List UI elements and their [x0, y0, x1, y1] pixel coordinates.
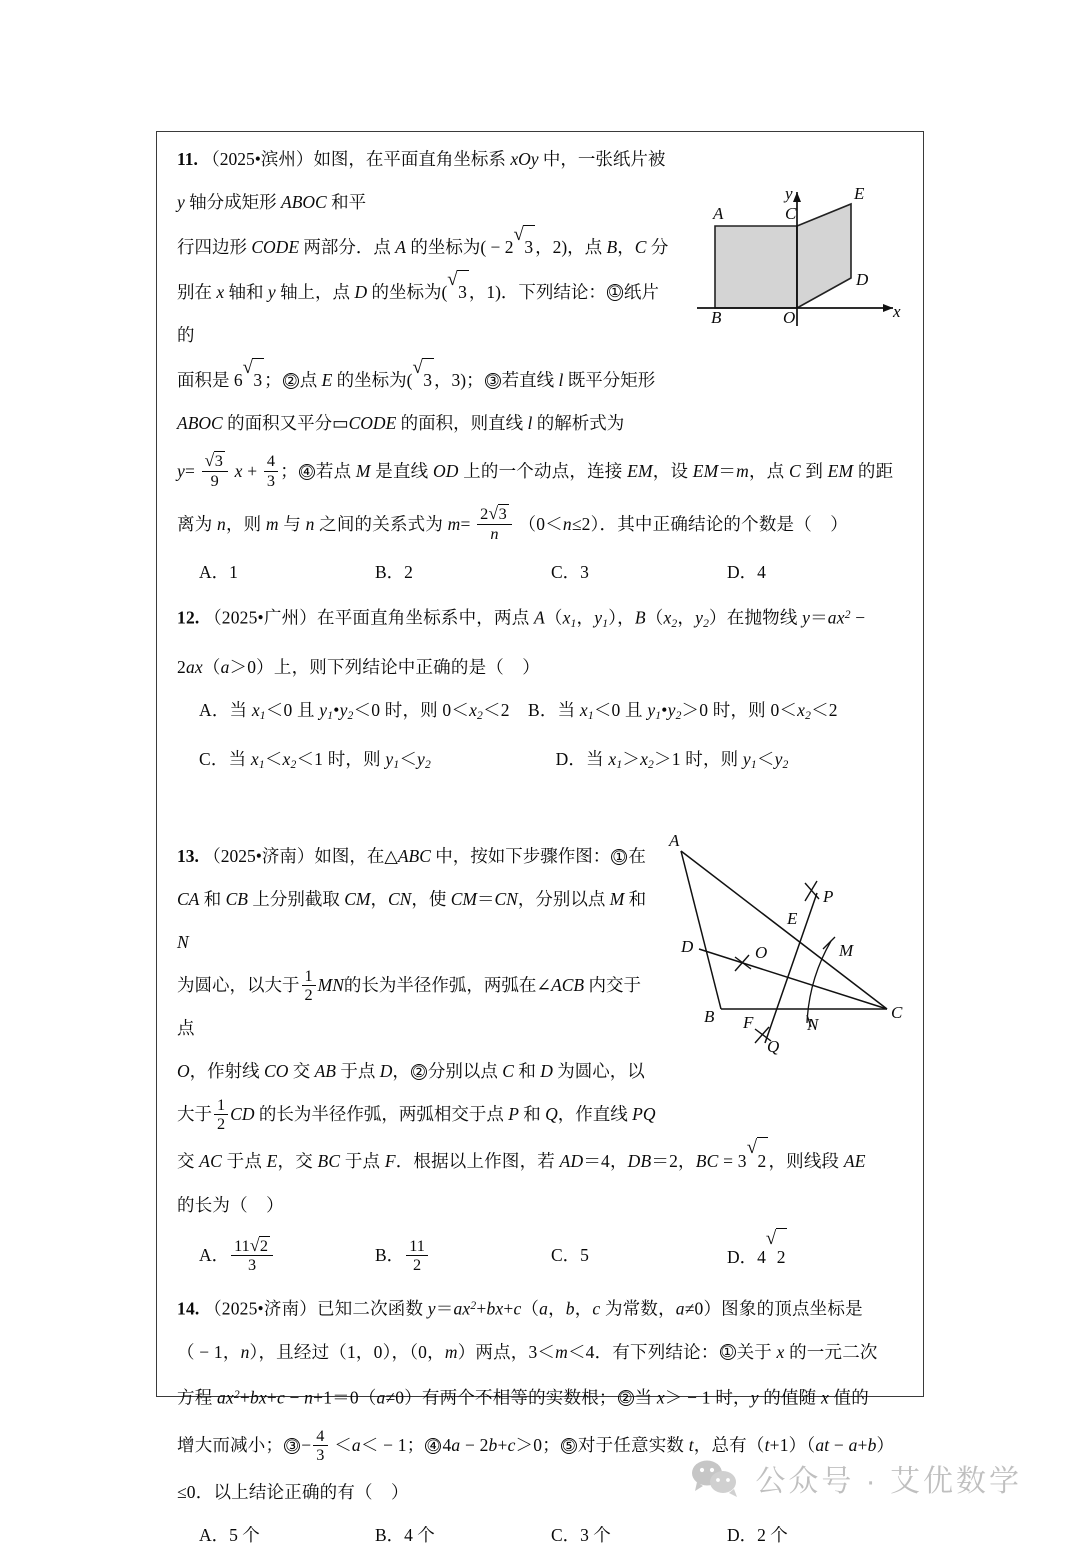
question-13 [177, 831, 905, 1285]
question-11-number: 11. [177, 149, 198, 169]
question-14-line-2: （ − 1，n），且经过（1，0），（0，m）两点，3＜m＜4．有下列结论： ① 关于 x 的一元二次 [177, 1341, 878, 1362]
figure-11-label-O: O [783, 308, 796, 327]
option-11-A[interactable]: A．1 [199, 562, 238, 583]
option-12-A[interactable]: A．当 $x_1<0$ 且 $y_1•y_2<0$ 时，则 $0<x_2<2$ [199, 699, 510, 723]
spacer [177, 787, 905, 835]
option-14-C[interactable]: C．3 个 [551, 1525, 611, 1546]
question-11 [177, 138, 905, 594]
option-13-B[interactable]: B． $\frac{11}{2}$ [375, 1227, 551, 1285]
figure-13-label-E: E [787, 909, 798, 929]
question-12-options-row-1 [177, 689, 905, 738]
figure-11-label-D: D [856, 270, 869, 289]
figure-13-label-A: A [669, 831, 680, 851]
question-11-line-7: 离为 n，则 m 与 n 之间的关系式为 m= 2 √ 3 n （0＜n≤2）．其中正确结论的个数是（ ） [177, 503, 848, 543]
option-12-B[interactable]: B．当 $x_1<0$ 且 $y_1•y_2>0$ 时，则 $0<x_2<2$ [528, 699, 838, 723]
question-13-source: （2025•济南） [203, 846, 315, 867]
question-14 [177, 1285, 905, 1557]
figure-13-label-Q: Q [767, 1037, 780, 1057]
wechat-icon [689, 1457, 741, 1499]
footer-watermark [0, 1443, 1080, 1513]
figure-11-label-x: x [893, 302, 901, 321]
question-14-line-1: 14. （2025•济南）已知二次函数 $y=ax^2+bx+c(a$，b，c 为常数，a≠0）图象的顶点坐标是 [177, 1298, 863, 1319]
figure-11-label-E: E [854, 184, 865, 203]
option-14-B[interactable]: B．4 个 [375, 1525, 435, 1546]
question-13-number: 13. [177, 846, 199, 867]
question-11-options [177, 551, 905, 594]
figure-13-label-C: C [891, 1003, 903, 1023]
option-11-B[interactable]: B．2 [375, 562, 413, 583]
option-13-C[interactable]: C．5 [551, 1245, 589, 1266]
question-14-line-3: 方程 $ax^2+bx+c - n+1=0(a\ne 0)$有两个不相等的实数根； ② 当 x＞ − 1 时，y 的值随 x 值的 [177, 1387, 869, 1408]
question-13-line-6: 交 AC 于点 E，交 BC 于点 F．根据以上作图，若 AD＝4，DB＝2，BC = 3 √ 2 ，则线段 AE [177, 1136, 905, 1184]
option-11-C[interactable]: C．3 [551, 562, 589, 583]
question-13-line-7: 的长为（ ） [177, 1195, 284, 1216]
figure-11-label-C: C [785, 204, 797, 223]
option-13-A[interactable]: A． 11 √ 2 3 [199, 1227, 375, 1285]
option-13-D[interactable]: D．4 √ 2 [727, 1227, 903, 1285]
coordinate-paper-figure [693, 178, 913, 330]
question-14-line-4: 增大而减小； ③ − $\frac{4}{3}$ ＜a＜ − 1； ④ 4a − 2b+c＞0； ⑤ 对于任意实数 t，总有（t+1）（at − a+b） [177, 1426, 895, 1464]
figure-13-label-F: F [743, 1013, 754, 1033]
figure-13-label-D: D [681, 937, 694, 957]
option-12-C[interactable]: C．当 $x_1<x_2<1$ 时，则 $y_1<y_2$ [199, 749, 431, 772]
question-12-line-2: 2ax（a＞0）上，则下列结论中正确的是（ ） [177, 656, 540, 677]
question-13-options [177, 1227, 905, 1285]
question-13-text: 13. （2025•济南）如图，在△ABC 中，按如下步骤作图： ① 在 CA 和 CB 上分别截取 CM，CN，使 CM＝CN，分别以点 M 和 N 为圆心，以大于 $\frac{1}{2}$ MN的长为半径作弧，两弧在∠ACB 内交于点 O，作射线 CO 交 AB 于点 D， ② 分别以点 C 和 D 为圆心，以 大于 $\frac{1}{2}$ CD 的长为半径作弧，两弧相交于点 P 和 Q，作直线 PQ [177, 846, 656, 1133]
question-11-text: 11. （2025•滨州）如图，在平面直角坐标系 xOy 中，一张纸片被 y 轴分成矩形 ABOC 和平 行四边形 CODE 两部分．点 A 的坐标为( − 2 √ 3 ，2)，点 B，C 分 别在 x 轴和 y 轴上，点 D 的坐标为( √ 3 ，1)．下列结论： ① 纸片的 面积是 6 √ 3 ； ② 点 E 的坐标为( √ 3 ，3)； ③ 若直线 l 既平分矩形 ABOC 的面积又平分▭CODE 的面积，则直线 l 的解析式为 [177, 149, 669, 434]
question-14-number: 14. [177, 1298, 200, 1319]
figure-13-label-M: M [839, 941, 854, 961]
question-14-source: （2025•济南） [204, 1298, 317, 1319]
question-11-line-6: y= √ 3 9 x + $\frac{4}{3}$ ； ④ 若点 M 是直线 OD 上的一个动点，连接 EM，设 EM＝m，点 C 到 EM 的距 [177, 450, 894, 490]
option-11-D[interactable]: D．4 [727, 562, 766, 583]
figure-13-label-N: N [807, 1015, 819, 1035]
question-14-line-5: ≤0．以上结论正确的有（ ） [177, 1482, 409, 1503]
footer-text: 公众号 · 艾优数学 [755, 1465, 1022, 1498]
option-14-A[interactable]: A．5 个 [199, 1525, 260, 1546]
question-12-number: 12. [177, 607, 200, 628]
question-11-source: （2025•滨州） [202, 149, 314, 169]
question-12-line-1: 12. （2025•广州）在平面直角坐标系中，两点 $A(x_1$，$y_1$），$B(x_2$，$y_2$）在抛物线 $y=ax^2$ − [177, 607, 866, 630]
figure-13-label-B: B [704, 1007, 715, 1027]
option-12-D[interactable]: D．当 $x_1>x_2>1$ 时，则 $y_1<y_2$ [555, 749, 789, 772]
figure-11-label-A: A [713, 204, 724, 223]
question-12-options-row-2 [177, 738, 905, 787]
figure-11-label-y: y [785, 184, 793, 203]
option-14-D[interactable]: D．2 个 [727, 1525, 788, 1546]
figure-13-label-P: P [823, 887, 834, 907]
figure-13-label-O: O [755, 943, 768, 963]
figure-11-label-B: B [711, 308, 722, 327]
question-14-options [177, 1514, 905, 1557]
question-12-source: （2025•广州） [204, 607, 317, 628]
question-12 [177, 594, 905, 787]
triangle-construction-figure [659, 831, 917, 1059]
